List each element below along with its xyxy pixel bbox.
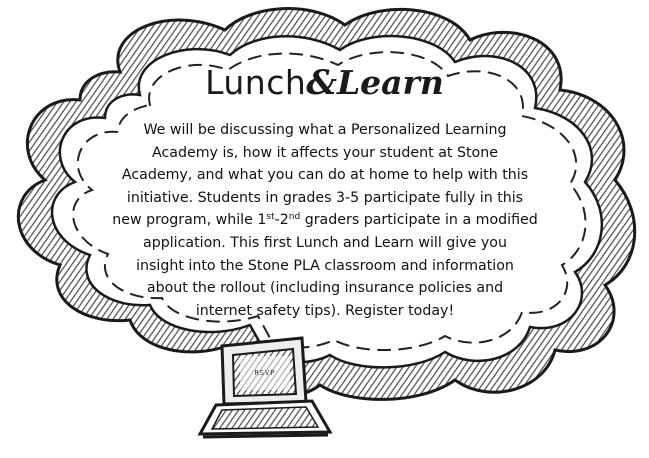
ordinal-suffix: st bbox=[266, 212, 275, 223]
description-line: application. This first Lunch and Learn will give you bbox=[143, 234, 507, 251]
ordinal-suffix: nd bbox=[288, 212, 301, 223]
description-line: Academy is, how it affects your student at Stone bbox=[152, 144, 498, 161]
description-line: Academy, and what you can do at home to help with this bbox=[121, 167, 529, 184]
description-line: We will be discussing what a Personalized Learning bbox=[143, 122, 507, 138]
title-ampersand: & bbox=[306, 63, 337, 103]
description-line: initiative. Students in grades 3-5 participate fully in this bbox=[126, 189, 524, 206]
flyer-title bbox=[0, 63, 649, 103]
description-fragment: new program, while 1 bbox=[112, 212, 267, 229]
description-line: about the rollout (including insurance policies and bbox=[146, 280, 504, 297]
description-line bbox=[100, 209, 550, 232]
title-learn: Learn bbox=[336, 63, 444, 102]
title-lunch: Lunch bbox=[205, 63, 307, 102]
description-fragment: -2 bbox=[274, 212, 289, 229]
description-line: internet safety tips). Register today! bbox=[195, 302, 455, 319]
description-line: insight into the Stone PLA classroom and information bbox=[136, 257, 514, 274]
laptop-screen-label: RSVP bbox=[254, 369, 276, 377]
description-fragment: graders participate in a modified bbox=[300, 212, 538, 229]
flyer-description bbox=[100, 119, 550, 322]
